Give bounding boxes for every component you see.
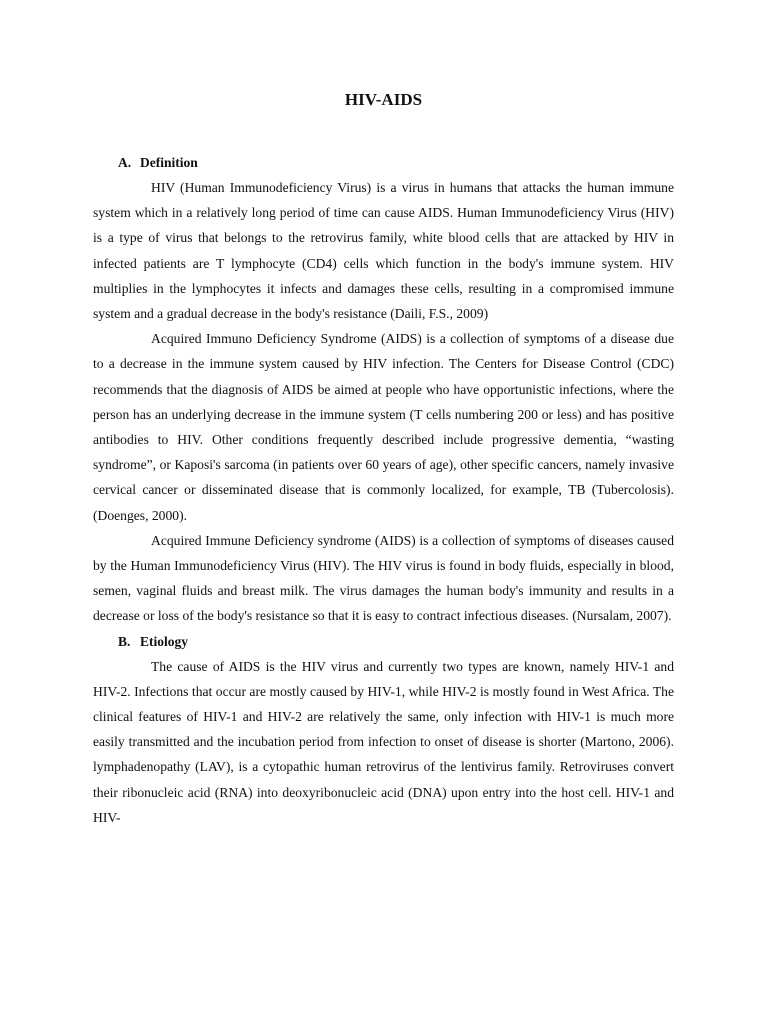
- section-marker: B.: [118, 633, 131, 649]
- document-title: HIV-AIDS: [344, 90, 423, 109]
- paragraph: Acquired Immuno Deficiency Syndrome (AIDS) is a collection of symptoms of a disease due to a decrease in the immune system caused by HIV infection. The Centers for Disease Control (CDC) recommends that the diagnosis of AIDS be aimed at people who have opportunistic infections, where the person has an underlying decrease in the immune system (T cells numbering 200 or less) and has positive antibodies to HIV. Other conditions frequently described include progressive dementia, “wasting syndrome”, or Kaposi's sarcoma (in patients over 60 years of age), other specific cancers, namely invasive cervical cancer or disseminated disease that is commonly localized, for example, TB (Tubercolosis). (Doenges, 2000).: [93, 331, 674, 523]
- section-definition: [93, 150, 674, 629]
- section-marker: A.: [118, 155, 132, 170]
- document-page: [93, 86, 674, 830]
- section-title: Definition: [140, 155, 198, 170]
- paragraph: HIV (Human Immunodeficiency Virus) is a virus in humans that attacks the human immune system which in a relatively long period of time can cause AIDS. Human Immunodeficiency Virus (HIV) is a type of virus that belongs to the retrovirus family, white blood cells that are attacked by HIV in infected patients are T lymphocyte (CD4) cells which function in the body's immune system. HIV multiplies in the lymphocytes it infects and damages these cells, resulting in a compromised immune system and a gradual decrease in the body's resistance (Daili, F.S., 2009): [93, 180, 674, 322]
- section-heading-etiology: [93, 629, 674, 654]
- section-heading-definition: [93, 150, 674, 175]
- section-etiology: [93, 629, 674, 830]
- paragraph: The cause of AIDS is the HIV virus and currently two types are known, namely HIV-1 and HIV-2. Infections that occur are mostly caused by HIV-1, while HIV-2 is mostly found in West Africa. The clinical features of HIV-1 and HIV-2 are relatively the same, only infection with HIV-1 is much more easily transmitted and the incubation period from infection to onset of disease is shorter (Martono, 2006). lymphadenopathy (LAV), is a cytopathic human retrovirus of the lentivirus family. Retroviruses convert their ribonucleic acid (RNA) into deoxyribonucleic acid (DNA) upon entry into the host cell. HIV-1 and HIV-: [93, 658, 674, 825]
- section-title: Etiology: [140, 633, 189, 649]
- paragraph: Acquired Immune Deficiency syndrome (AIDS) is a collection of symptoms of diseases caused by the Human Immunodeficiency Virus (HIV). The HIV virus is found in body fluids, especially in blood, semen, vaginal fluids and breast milk. The virus damages the human body's immunity and results in a decrease or loss of the body's resistance so that it is easy to contract infectious diseases. (Nursalam, 2007).: [93, 532, 674, 624]
